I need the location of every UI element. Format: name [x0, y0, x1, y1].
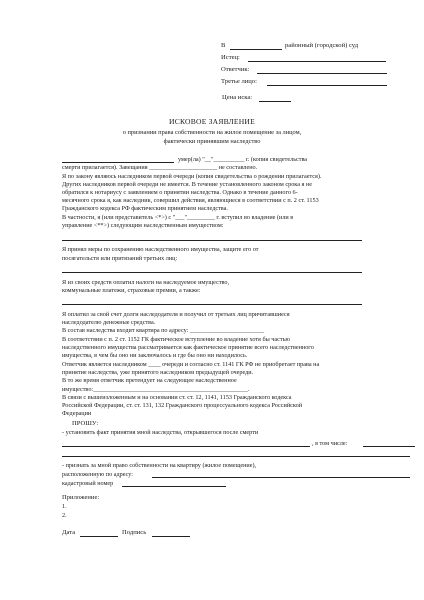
signature-label: Подпись [122, 529, 147, 536]
body-line: имущество:__________________________________________________. [62, 386, 250, 393]
attachments-heading: Приложение: [62, 494, 100, 501]
court-suffix: районный (городской) суд [285, 42, 359, 49]
body-line: Я принял меры по сохранению наследственного имущества, защите его от [62, 246, 259, 253]
body-line: В связи с вышеизложенным и на основании ст. ст. 12, 1141, 1153 Гражданского кодекса [62, 394, 292, 401]
body-line: Гражданского кодекса РФ фактическим принятием наследства. [62, 205, 228, 212]
address-line [152, 477, 410, 478]
attachment-item: 2. [62, 512, 67, 519]
document-title: ИСКОВОЕ ЗАЯВЛЕНИЕ [169, 117, 255, 126]
claim-price-line [259, 101, 291, 102]
body-line: имущества, в чем бы оно ни заключалось и где бы оно ни находилось. [62, 352, 248, 359]
third-party-label: Третье лицо: [221, 78, 257, 85]
fill-line [62, 240, 362, 241]
fill-line [62, 456, 410, 457]
fill-line [363, 446, 415, 447]
defendant-label: Ответчик: [221, 66, 250, 73]
request-2-line-2: расположенную по адресу: [62, 471, 133, 478]
body-line: Российской Федерации, ст. ст. 131, 132 Гражданского процессуального кодекса Российской [62, 402, 303, 409]
defendant-line [257, 73, 387, 74]
body-line: управление <**>) следующим наследственным имуществом: [62, 222, 224, 229]
body-line: Других наследников первой очереди не имеется. В течение установленного законом срока я не [62, 181, 312, 188]
body-line: Я из своих средств оплатил налоги на наследуемое имущество, [62, 279, 230, 286]
body-line: В состав наследства входит квартира по адресу: ________________________ [62, 327, 265, 334]
body-line: наследственного имущества рассматривается как фактическое принятие всего наследственного [62, 344, 314, 351]
body-line: В то же время ответчик претендует на следующее наследственное [62, 377, 237, 384]
request-1: - установить факт принятия мной наследства, открывшегося после смерти [62, 429, 259, 436]
body-line: смерти прилагается). Завещания ______________________ не составлено. [62, 164, 258, 171]
request-1-suffix: , в том числе: [312, 440, 348, 447]
body-line: принятие наследства, уже принятого наследником предыдущей очереди. [62, 369, 254, 376]
date-line [80, 536, 118, 537]
body-line: коммунальные платежи, страховые премии, а также: [62, 287, 201, 294]
deceased-name-line [62, 162, 174, 163]
body-line: В частности, я (или представитель <*>) с "___"_________ г. вступил во владение (или в [62, 214, 294, 221]
claim-price-label: Цена иска: [222, 94, 253, 101]
fill-line [62, 304, 362, 305]
attachment-item: 1. [62, 503, 67, 510]
court-name-line [230, 49, 282, 50]
body-line: обратился к нотариусу с заявлением о принятии наследства. Однако в течение данного 6- [62, 189, 298, 196]
body-line: В соответствии с п. 2 ст. 1152 ГК фактическое вступление во владение хотя бы частью [62, 336, 291, 343]
body-line: Федерации [62, 410, 92, 417]
plaintiff-line [248, 61, 386, 62]
fill-line [62, 446, 310, 447]
document-subtitle-2: фактически принявшим наследство [163, 138, 261, 145]
date-label: Дата [62, 529, 76, 536]
request-2-line-3: кадастровый номер [62, 480, 114, 487]
plaintiff-label: Истец: [221, 54, 240, 61]
body-line: умер(ла) "__"__________ г. (копия свидетельства [178, 156, 308, 163]
third-party-line [267, 85, 387, 86]
cadastral-number-line [122, 486, 226, 487]
prayer-heading: ПРОШУ: [72, 420, 99, 427]
body-line: Я оплатил за свой счет долги наследодателя и получил от третьих лиц причитавшиеся [62, 311, 290, 318]
body-line: наследодателю денежные средства. [62, 319, 156, 326]
request-2-line-1: - признать за мной право собственности на квартиру (жилое помещение), [62, 462, 257, 469]
signature-line [152, 536, 190, 537]
body-line: Ответчик является наследником ____ очереди и согласно ст. 1141 ГК РФ не приобретает права на [62, 361, 320, 368]
body-line: Я по закону являюсь наследником первой очереди (копия свидетельства о рождении прилагается). [62, 173, 322, 180]
body-line: месячного срока я, как наследник, совершил действия, являющиеся в соответствии с п. 2 ст. 1153 [62, 197, 319, 204]
document-subtitle-1: о признании права собственности на жилое помещение за лицом, [122, 129, 302, 136]
court-prefix: В [221, 42, 226, 49]
fill-line [62, 272, 362, 273]
body-line: посягательств или притязаний третьих лиц: [62, 255, 178, 262]
